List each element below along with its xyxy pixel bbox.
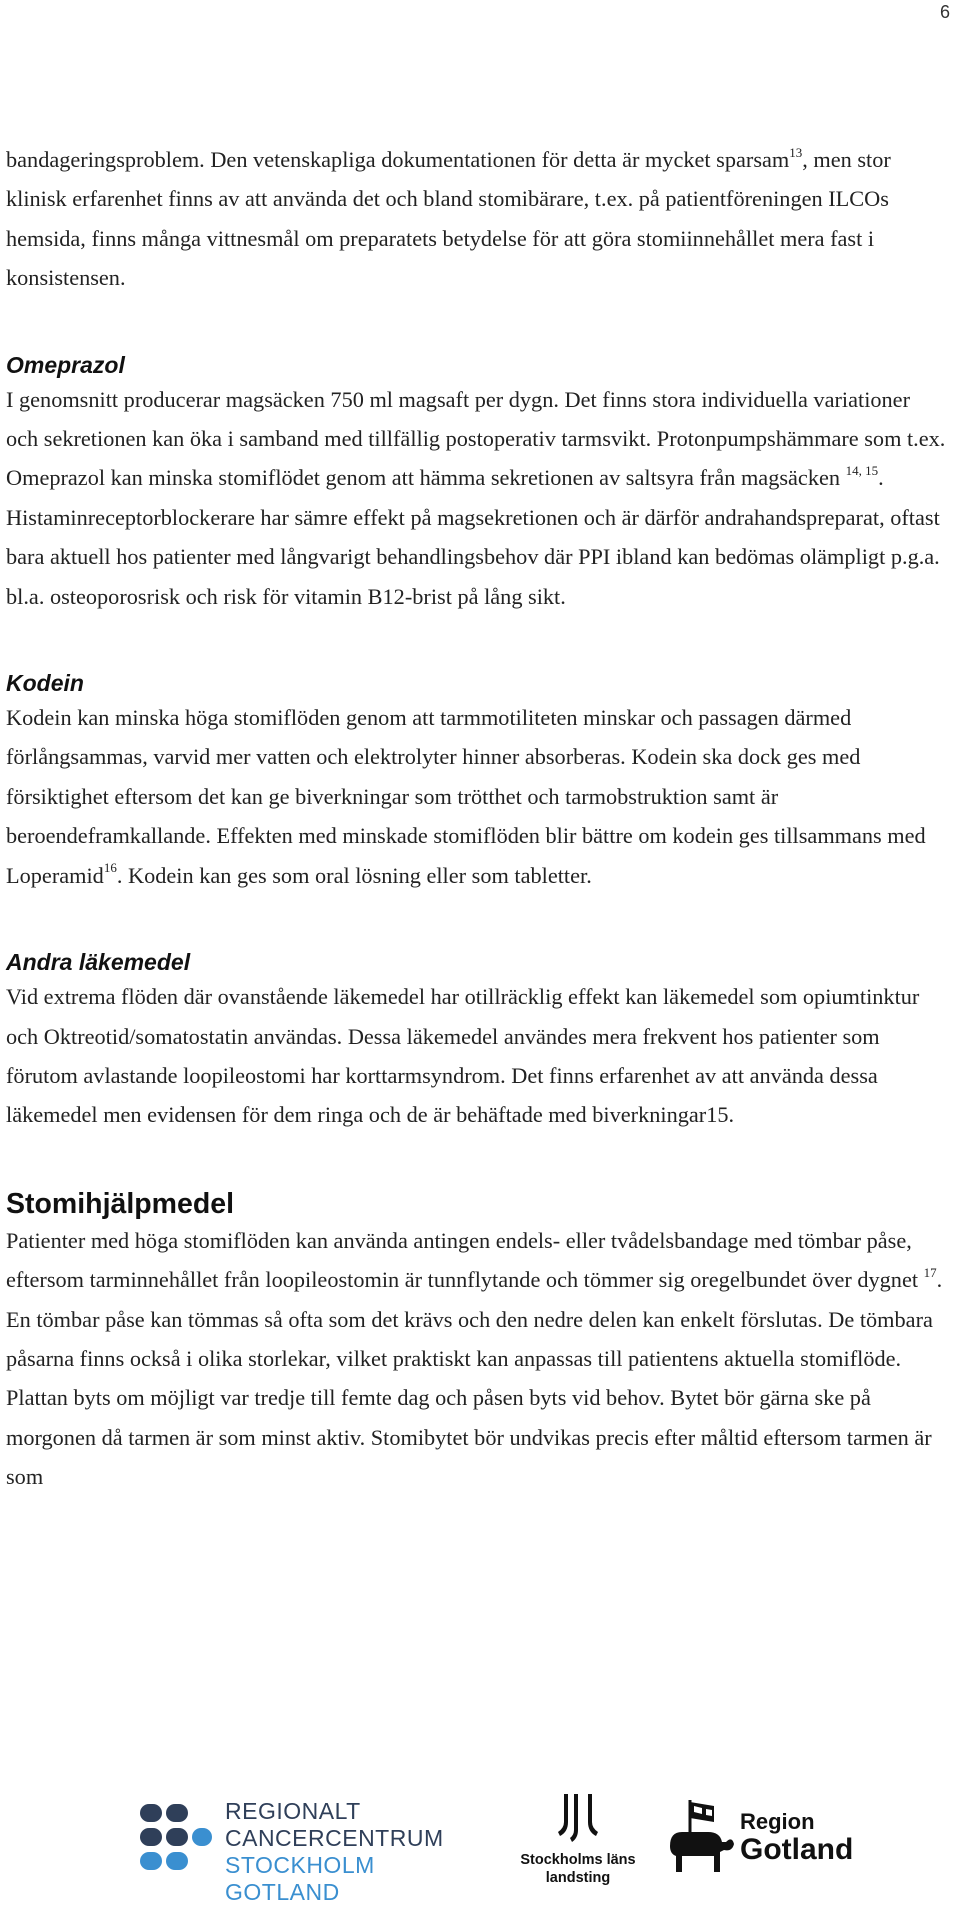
sll-emblem-icon [556,1792,600,1844]
kodein-paragraph [6,698,946,895]
andra-paragraph: Vid extrema flöden där ovanstående läkemedel har otillräcklig effekt kan läkemedel som opiumtinktur och Oktreotid/somatostatin användas. Dessa läkemedel användes mera frekvent hos patienter som förutom avlastande loopileostomi har korttarmsyndrom. Det finns erfarenhet av att använda dessa läkemedel men evidensen för dem ringa och de är behäftade med biverkningar15. [6,984,920,1128]
rcc-line3: STOCKHOLM GOTLAND [225,1852,375,1905]
intro-paragraph [6,140,946,298]
reference-16: 16 [103,860,117,876]
footer-logos [130,1790,854,1905]
heading-kodein: Kodein [6,670,84,697]
regionalt-cancercentrum-logo [130,1790,470,1905]
reference-13: 13 [789,144,803,160]
document-body [6,140,946,1497]
kodein-text: Kodein kan minska höga stomiflöden genom att tarmmotiliteten minskar och passagen därmed förlångsammas, varvid mer vatten och elektrolyter hinner absorberas. Kodein ska dock ges med försiktighet eftersom det kan ge biverkningar som trötthet och tarmobstruktion samt är beroendeframkallande. Effekten med minskade stomiflöden blir bättre om kodein ges tillsammans med Loperamid [6,705,926,888]
stomi-paragraph [6,1221,946,1497]
stomi-text: Patienter med höga stomiflöden kan använda antingen endels- eller tvådelsbandage med tömbar påse, eftersom tarminnehållet från loopileostomin är tunnflytande och tömmer sig oregelbundet över dygnet [6,1227,924,1293]
stockholms-lans-landsting-logo [518,1792,638,1890]
page-number: 6 [939,2,950,22]
intro-text: bandageringsproblem. Den vetenskapliga dokumentationen för detta är mycket sparsam [6,147,790,172]
rcc-line2: CANCERCENTRUM [225,1825,444,1851]
reference-14-15: 14, 15 [845,463,879,479]
omeprazol-text-cont: . Histaminreceptorblockerare har sämre effekt på magsekretionen och är därför andrahandspreparat, oftast bara aktuell hos patienter med långvarigt behandlingsbehov där PPI ibland kan bedömas olämpligt p.g.a. bl.a. osteoporosrisk och risk för vitamin B12-brist på lång sikt. [6,465,940,609]
ram-emblem-icon [660,1796,738,1880]
heading-omeprazol: Omeprazol [6,351,125,378]
omeprazol-paragraph [6,380,946,616]
omeprazol-text: I genomsnitt producerar magsäcken 750 ml magsaft per dygn. Det finns stora individuella variationer och sekretionen kan öka i samband med tillfällig postoperativ tarmsvikt. Protonpumpshämmare som t.ex. Omeprazol kan minska stomiflödet genom att hämma sekretionen av saltsyra från magsäcken [6,386,946,491]
sll-line2: landsting [545,1870,611,1886]
kodein-text-cont: . Kodein kan ges som oral lösning eller som tabletter. [116,862,592,888]
heading-andra-lakemedel: Andra läkemedel [6,949,191,976]
region-gotland-logo [660,1796,854,1886]
rg-line2: Gotland [740,1833,854,1866]
heading-stomihjalpmedel: Stomihjälpmedel [6,1187,235,1220]
sll-line1: Stockholms läns [520,1852,636,1868]
rg-line1: Region [740,1809,815,1834]
rcc-emblem-icon [130,1790,220,1890]
stomi-text-cont: . En tömbar påse kan tömmas så ofta som det krävs och den nedre delen kan enkelt förslutas. De tömbara påsarna finns också i olika storlekar, vilket praktiskt kan anpassas till patientens aktuella stomiflöde. Plattan byts om möjligt var tredje till femte dag och påsen byts vid behov. Bytet bör gärna ske på morgonen då tarmen är som minst aktiv. Stomibytet bör undvikas precis efter måltid eftersom tarmen är som [6,1267,943,1490]
reference-17: 17 [923,1264,937,1280]
intro-text-cont: , men stor klinisk erfarenhet finns av att använda det och bland stomibärare, t.ex. på patientföreningen ILCOs hemsida, finns många vittnesmål om preparatets betydelse för att göra stomiinnehållet mera fast i konsistensen. [6,147,891,291]
rcc-line1: REGIONALT [225,1798,361,1824]
